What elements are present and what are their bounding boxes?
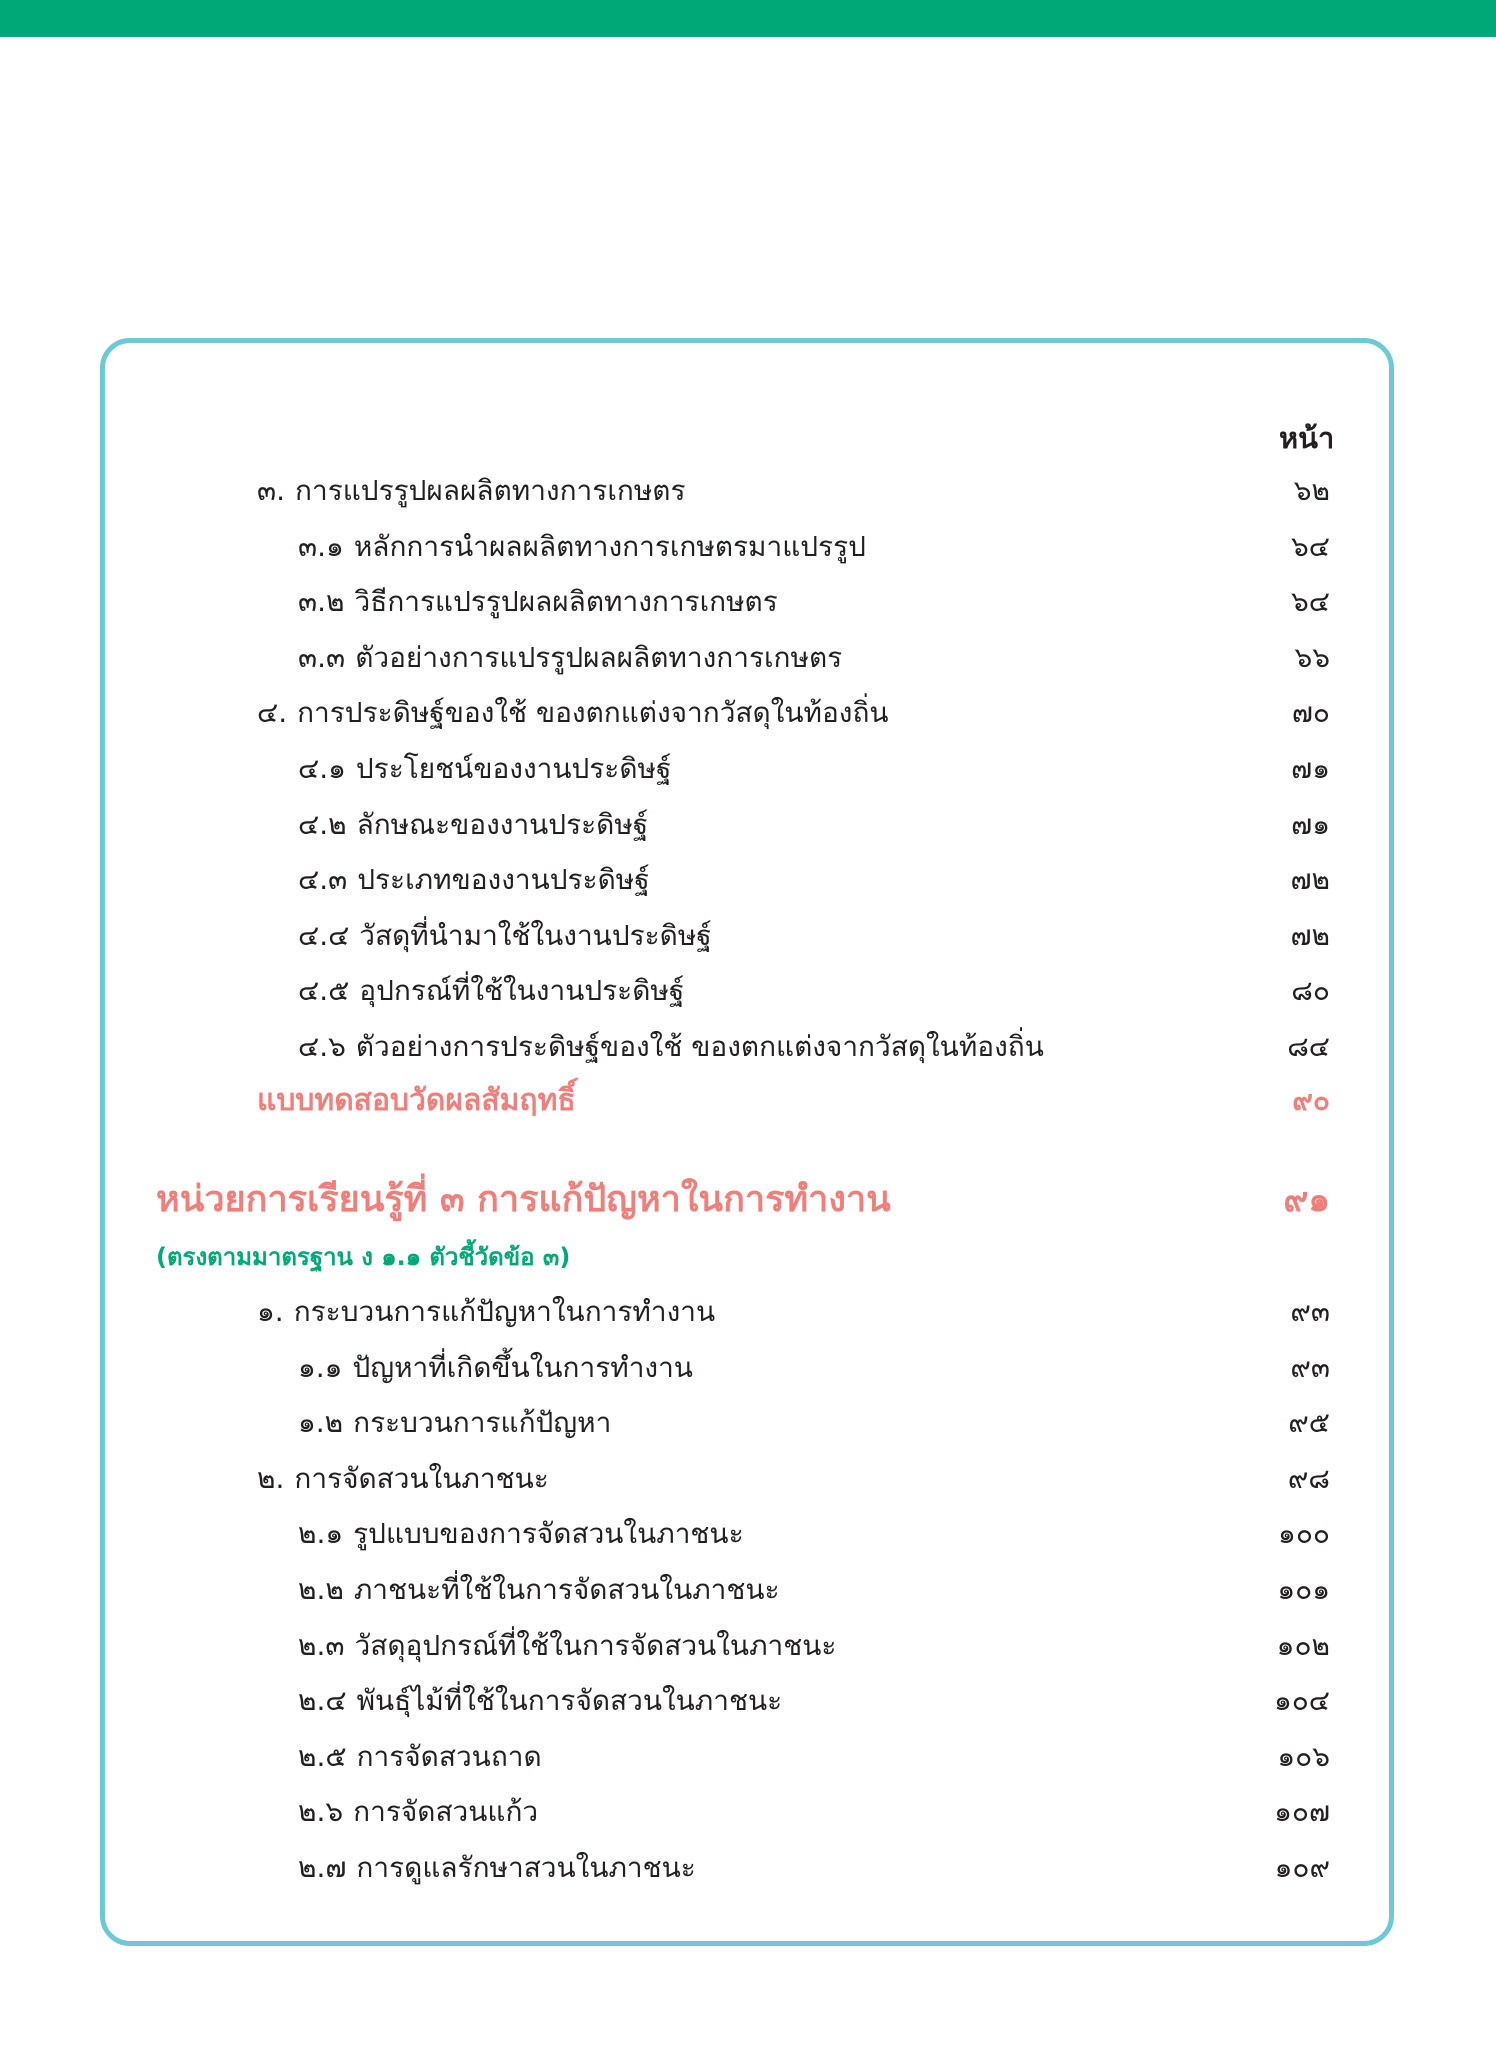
toc-entry-number: ๑.๒ (298, 1406, 344, 1440)
toc-entry-title: อุปกรณ์ที่ใช้ในงานประดิษฐ์ (359, 974, 685, 1008)
toc-entry-number: ๔.๓ (298, 863, 348, 897)
toc-entry-number: ๔.๑ (298, 752, 346, 785)
toc-entry-number: ๓.๓ (298, 640, 346, 674)
toc-entry-title: วิธีการแปรรูปผลผลิตทางการเกษตร (354, 585, 778, 619)
toc-entry[interactable] (298, 1022, 1044, 1072)
toc-entry[interactable] (298, 1787, 538, 1837)
unit-3-page: ๙๑ (1283, 1180, 1330, 1220)
toc-entry-number: ๔.๒ (298, 807, 347, 841)
toc-entry-title: การประดิษฐ์ของใช้ ของตกแต่งจากวัสดุในท้องถิ่น (297, 696, 889, 730)
toc-entry-page: ๙๘ (1287, 1461, 1330, 1495)
toc-entry-page: ๙๕ (1288, 1406, 1330, 1440)
toc-entry[interactable] (298, 911, 712, 961)
toc-entry-page: ๗๒ (1290, 918, 1330, 952)
toc-entry-title: รูปแบบของการจัดสวนในภาชนะ (353, 1517, 744, 1551)
toc-entry[interactable] (298, 1398, 611, 1448)
toc-entry-page: ๗๐ (1291, 696, 1330, 730)
top-accent-bar (0, 0, 1496, 37)
toc-entry-page: ๑๐๗ (1274, 1795, 1330, 1829)
toc-entry[interactable] (257, 1287, 715, 1337)
toc-entry-page: ๘๐ (1291, 974, 1330, 1008)
toc-entry-title: ประโยชน์ของงานประดิษฐ์ (355, 752, 672, 785)
toc-entry-page: ๖๔ (1291, 529, 1330, 563)
toc-entry-number: ๑.๑ (298, 1350, 343, 1384)
toc-entry-page: ๗๑ (1291, 752, 1330, 785)
toc-entry[interactable] (298, 1621, 836, 1671)
toc-entry-title: วัสดุอุปกรณ์ที่ใช้ในการจัดสวนในภาชนะ (354, 1628, 837, 1662)
toc-entry-number: ๒.๔ (298, 1684, 347, 1718)
toc-entry[interactable] (298, 800, 648, 850)
toc-entry-title: กระบวนการแก้ปัญหาในการทำงาน (293, 1295, 716, 1328)
toc-entry-number: ๒.๗ (298, 1851, 347, 1884)
toc-entry-page: ๖๒ (1293, 474, 1330, 507)
toc-entry-page: ๙๓ (1290, 1295, 1330, 1328)
toc-entry[interactable] (257, 466, 686, 516)
toc-entry-page: ๑๐๒ (1276, 1628, 1330, 1662)
toc-entry-title: ลักษณะของงานประดิษฐ์ (356, 807, 649, 841)
achievement-test-title[interactable]: แบบทดสอบวัดผลสัมฤทธิ์ (257, 1083, 576, 1118)
toc-entry[interactable] (298, 1843, 696, 1893)
toc-entry[interactable] (298, 966, 684, 1016)
toc-entry-number: ๑. (257, 1295, 284, 1328)
toc-entry-page: ๖๔ (1291, 585, 1330, 619)
toc-entry-number: ๔. (257, 696, 288, 730)
toc-entry-title: พันธุ์ไม้ที่ใช้ในการจัดสวนในภาชนะ (356, 1684, 783, 1718)
toc-entry-title: ภาชนะที่ใช้ในการจัดสวนในภาชนะ (353, 1573, 780, 1606)
toc-entry-number: ๔.๕ (298, 974, 350, 1008)
toc-entry-title: ปัญหาที่เกิดขึ้นในการทำงาน (352, 1350, 693, 1384)
toc-entry-title: การจัดสวนแก้ว (353, 1795, 539, 1829)
toc-entry[interactable] (298, 1509, 744, 1559)
unit-3-title[interactable]: หน่วยการเรียนรู้ที่ ๓ การแก้ปัญหาในการทำงาน (156, 1179, 891, 1220)
unit-3-standard: (ตรงตามมาตรฐาน ง ๑.๑ ตัวชี้วัดข้อ ๓) (156, 1243, 571, 1271)
toc-entry-number: ๔.๖ (298, 1030, 346, 1063)
toc-entry-title: ตัวอย่างการแปรรูปผลผลิตทางการเกษตร (355, 640, 843, 674)
toc-entry[interactable] (298, 1732, 542, 1782)
toc-entry-title: การจัดสวนถาด (356, 1739, 542, 1773)
toc-entry-title: การดูแลรักษาสวนในภาชนะ (356, 1851, 696, 1884)
toc-entry-title: วัสดุที่นำมาใช้ในงานประดิษฐ์ (359, 918, 712, 952)
toc-entry-title: ประเภทของงานประดิษฐ์ (357, 863, 650, 897)
page-column-header: หน้า (1279, 421, 1335, 455)
toc-entry-page: ๑๐๑ (1277, 1573, 1330, 1606)
toc-entry-page: ๑๐๐ (1278, 1517, 1330, 1551)
toc-entry-title: การจัดสวนในภาชนะ (294, 1461, 549, 1495)
toc-entry-number: ๓. (257, 474, 286, 507)
toc-entry-title: กระบวนการแก้ปัญหา (353, 1406, 612, 1440)
toc-entry-page: ๑๐๔ (1273, 1684, 1330, 1718)
toc-entry[interactable] (298, 522, 866, 572)
toc-entry-page: ๑๐๙ (1274, 1851, 1330, 1884)
toc-entry-title: การแปรรูปผลผลิตทางการเกษตร (295, 474, 686, 507)
toc-entry-page: ๙๓ (1290, 1350, 1330, 1384)
toc-entry-number: ๓.๑ (298, 529, 344, 563)
toc-entry[interactable] (298, 577, 778, 627)
toc-entry[interactable] (298, 855, 650, 905)
toc-entry-number: ๒.๒ (298, 1573, 344, 1606)
toc-entry[interactable] (298, 633, 842, 683)
toc-entry-number: ๒.๓ (298, 1628, 345, 1662)
toc-entry-page: ๑๐๖ (1277, 1739, 1330, 1773)
toc-entry[interactable] (298, 744, 671, 794)
toc-entry-number: ๒. (257, 1461, 285, 1495)
toc-entry-page: ๗๑ (1291, 807, 1330, 841)
toc-entry-number: ๒.๑ (298, 1517, 344, 1551)
toc-entry-number: ๒.๖ (298, 1795, 344, 1829)
toc-entry-title: ตัวอย่างการประดิษฐ์ของใช้ ของตกแต่งจากวัสดุในท้องถิ่น (355, 1030, 1044, 1063)
toc-entry-number: ๒.๕ (298, 1739, 347, 1773)
toc-entry[interactable] (298, 1676, 782, 1726)
toc-entry[interactable] (257, 688, 889, 738)
toc-entry[interactable] (298, 1565, 780, 1615)
toc-entry-page: ๖๖ (1294, 640, 1330, 674)
toc-entry-title: หลักการนำผลผลิตทางการเกษตรมาแปรรูป (353, 529, 866, 563)
toc-entry[interactable] (257, 1454, 549, 1504)
achievement-test-page: ๙๐ (1292, 1084, 1330, 1117)
toc-entry[interactable] (298, 1343, 693, 1393)
toc-entry-number: ๔.๔ (298, 918, 350, 952)
toc-entry-page: ๗๒ (1290, 863, 1330, 897)
toc-entry-page: ๘๔ (1287, 1030, 1330, 1063)
toc-entry-number: ๓.๒ (298, 585, 345, 619)
